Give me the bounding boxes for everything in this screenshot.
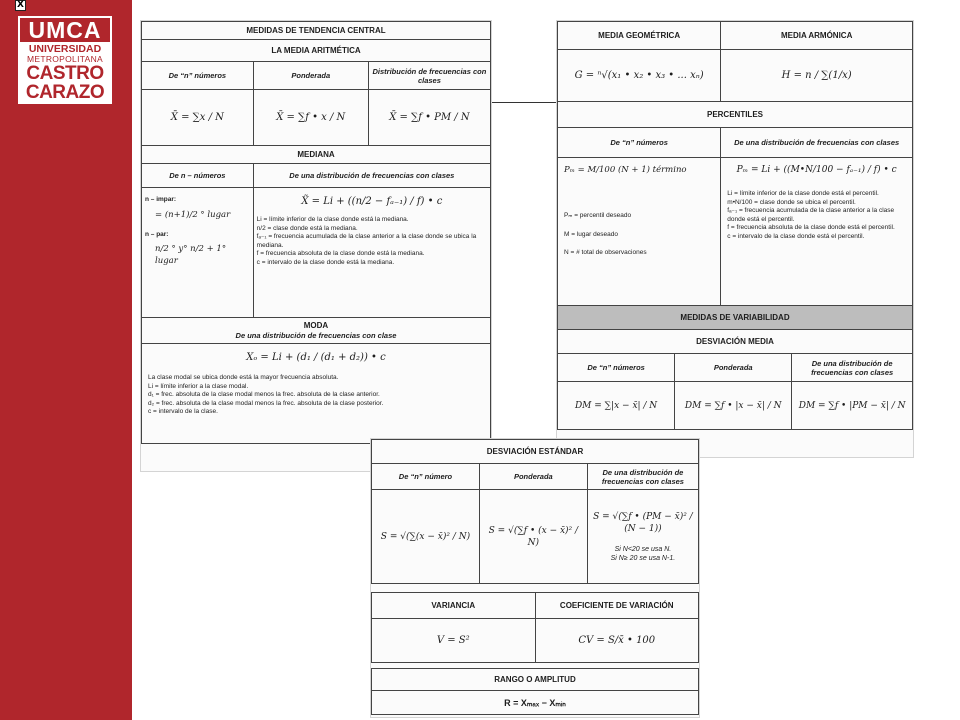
desviacion-estandar-title: DESVIACIÓN ESTÁNDAR [372,440,699,464]
desviacion-estandar-table [371,439,699,584]
moda-header [142,318,491,344]
varianza-cv-table [371,592,699,715]
dm-col-n: De “n” números [558,354,675,382]
percentil-nota-n: N = # total de observaciones [564,249,647,256]
mediana-par: n – par: [145,230,169,238]
logo-acronym: UMCA [20,18,110,42]
mediana-nota-f: f = frecuencia absoluta de la clase donde está la mediana. [256,250,425,257]
tendencia-central-title: MEDIDAS DE TENDENCIA CENTRAL [142,22,491,40]
col-ponderada: Ponderada [253,62,368,90]
desviacion-media-title: DESVIACIÓN MEDIA [558,330,913,354]
sheet-percentiles [556,20,914,458]
geo-armonica-table [557,21,913,330]
logo-castro: CASTRO [26,63,104,84]
formula-media-distribucion: X̄ = ∑f • PM / N [368,90,490,146]
logo-universidad: UNIVERSIDAD [28,43,102,55]
moda-subtitle: De una distribución de frecuencias con clase [235,331,397,340]
formula-rango: R = Xₘₐₓ − Xₘᵢₙ [372,691,699,715]
moda-nota-li: Li = límite inferior a la clase modal. [148,382,249,390]
mediana-col-n: De n – números [142,164,254,188]
mediana-title: MEDIANA [142,146,491,164]
sidebar [0,0,132,720]
percentil-col-n: De “n” números [558,128,721,158]
mediana-nota-clase: n/2 = clase donde está la mediana. [256,224,358,232]
percentil-simple [558,158,721,306]
percentil-nota-m: M = lugar deseado [564,230,619,238]
formula-de-simple: S = √(∑(x − x̄)² / N) [372,490,480,584]
mediana-impar-formula: = (n+1)/2 ° lugar [155,209,231,220]
col-n-numeros: De “n” números [142,62,254,90]
col-distribucion: Distribución de frecuencias con clases [368,62,490,90]
de-col-ponderada: Ponderada [479,464,587,490]
media-aritmetica-title: LA MEDIA ARITMÉTICA [142,40,491,62]
formula-dm-simple: DM = ∑|x − x̄| / N [558,382,675,430]
de-col-n: De “n” número [372,464,480,490]
formula-varianza: V = S² [372,619,536,663]
media-geometrica-title: MEDIA GEOMÉTRICA [558,22,721,50]
formula-moda: Xₒ = Li + (d₁ / (d₁ + d₂)) • c [246,352,386,363]
moda-title: MODA [303,321,329,330]
de-distribucion-cell [587,490,698,584]
percentil-nota-fa: fₐ₋₁ = frecuencia acumulada de la clase anterior a la clase donde está el percentil. [727,207,895,223]
moda-nota-clase-modal: La clase modal se ubica donde está la mayor frecuencia absoluta. [148,374,339,381]
percentil-nota-pm: Pₘ = percentil deseado [564,212,632,219]
formula-geometrica: G = ⁿ√(x₁ • x₂ • x₃ • ... xₙ) [558,50,721,102]
de-col-distribucion: De una distribución de frecuencias con clases [587,464,698,490]
formula-percentil-simple: Pₘ = M/100 (N + 1) término [564,165,687,175]
mediana-nota-c: c = intervalo de la clase donde está la mediana. [256,258,395,266]
mediana-nota-li: Li = límite inferior de la clase donde está la mediana. [256,216,409,223]
connector-line [492,102,556,103]
mediana-par-formula: n/2 ° y° n/2 + 1° lugar [155,244,227,266]
formula-dm-distribucion: DM = ∑f • |PM − x̄| / N [792,382,913,430]
close-icon[interactable]: X [15,0,26,11]
formula-coeficiente-variacion: CV = S/x̄ • 100 [535,619,699,663]
coeficiente-variacion-title: COEFICIENTE DE VARIACIÓN [535,593,699,619]
percentil-nota-clase: m•N/100 = clase donde se ubica el percentil. [727,198,856,206]
formula-de-distribucion: S = √(∑f • (PM − x̄)² / (N − 1)) [593,511,693,534]
dm-col-distribucion: De una distribución de frecuencias con clases [792,354,913,382]
percentil-distribucion [721,158,913,306]
percentil-nota-f: f = frecuencia absoluta de la clase donde está el percentil. [727,224,895,231]
formula-media-simple: X̄ = ∑x / N [142,90,254,146]
tendencia-central-table [141,21,491,444]
moda-nota-c: c = intervalo de la clase. [148,408,218,415]
formula-armonica: H = n / ∑(1/x) [721,50,913,102]
university-logo [18,16,112,104]
percentil-nota-c: c = intervalo de la clase donde está el percentil. [727,232,865,240]
formula-percentil-distribucion: Pₘ = Li + ((M•N/100 − fₐ₋₁) / f) • c [736,165,897,175]
formula-dm-ponderada: DM = ∑f • |x − x̄| / N [675,382,792,430]
formula-mediana: X̃ = Li + ((n/2 − fₐ₋₁) / f) • c [301,196,443,207]
moda-nota-d1: d₁ = frec. absoluta de la clase modal menos la frec. absoluta de la clase anterior. [148,391,380,398]
rango-title: RANGO O AMPLITUD [372,669,699,691]
moda-body [142,344,491,444]
sheet-tendencia-central [140,20,492,472]
mediana-distribucion [253,188,490,318]
de-nota-n-mayor: Si N≥ 20 se usa N-1. [610,554,676,562]
desviacion-media-table [557,329,913,430]
mediana-col-distribucion: De una distribución de frecuencias con clases [253,164,490,188]
percentiles-title: PERCENTILES [558,102,913,128]
formula-media-ponderada: X̄ = ∑f • x / N [253,90,368,146]
mediana-reglas [142,188,254,318]
logo-metropolitana: METROPOLITANA [26,54,103,64]
de-nota-n-menor: Si N<20 se usa N. [614,545,672,553]
varianza-title: VARIANCIA [372,593,536,619]
formula-de-ponderada: S = √(∑f • (x − x̄)² / N) [479,490,587,584]
variabilidad-title: MEDIDAS DE VARIABILIDAD [558,306,913,330]
dm-col-ponderada: Ponderada [675,354,792,382]
percentil-nota-li: Li = límite inferior de la clase donde está el percentil. [727,190,879,197]
media-armonica-title: MEDIA ARMÓNICA [721,22,913,50]
mediana-impar: n – impar: [145,196,177,203]
mediana-nota-fa: fₐ₋₁ = frecuencia acumulada de la clase anterior a la clase donde se ubica la mediana. [256,233,477,249]
logo-carazo: CARAZO [25,82,105,103]
moda-nota-d2: d₂ = frec. absoluta de la clase modal menos la frec. absoluta de la clase posterior. [148,399,384,407]
sheet-desviacion-estandar [370,438,700,718]
percentil-col-distribucion: De una distribución de frecuencias con clases [721,128,913,158]
